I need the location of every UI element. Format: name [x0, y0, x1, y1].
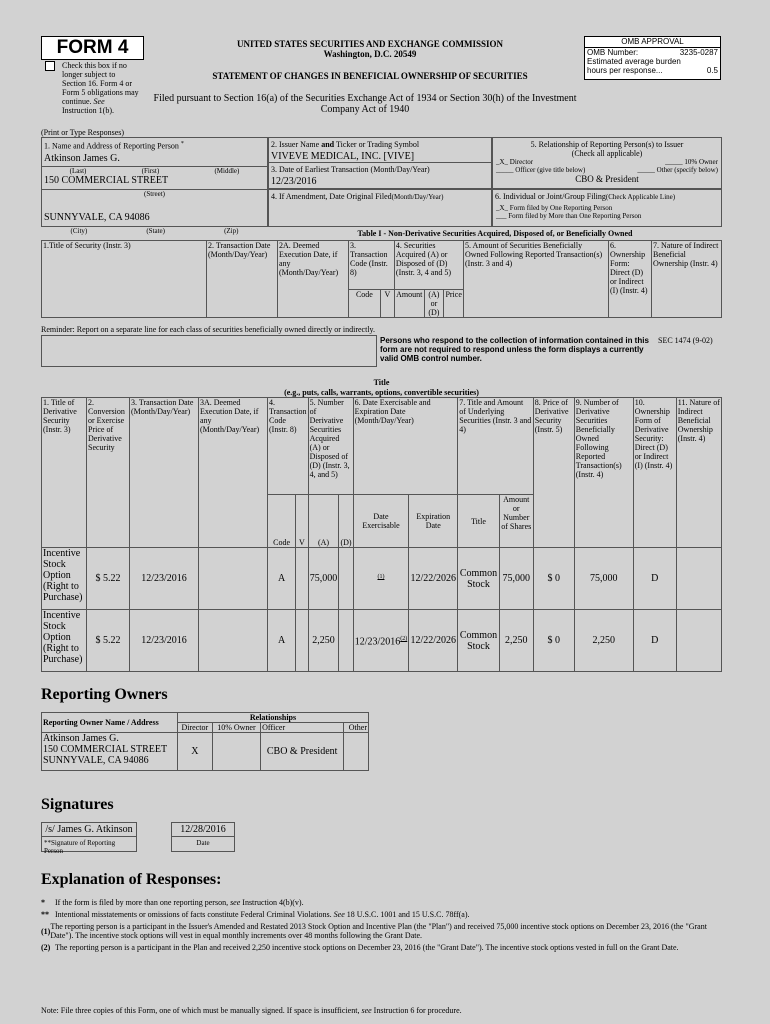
t2-r1-deriv-price: $ 0: [533, 548, 574, 610]
city-state-zip-row: [41, 227, 268, 235]
note-2: [41, 943, 721, 952]
note-2-mark: (2): [41, 943, 51, 952]
footer-note-see: see: [361, 1006, 372, 1015]
issuer-label-a: 2. Issuer Name: [271, 140, 320, 149]
t2-r1-v: [296, 548, 308, 610]
form-label-box: [41, 36, 144, 60]
table1-title: Table I - Non-Derivative Securities Acquired, Disposed of, or Beneficially Owned: [357, 229, 633, 238]
t2-r1-expiration: 12/22/2026: [409, 548, 458, 610]
persons-notice: Persons who respond to the collection of information contained in this form are not required to respond unless the form displays a currently valid OMB control number.: [380, 336, 649, 363]
director-check: _X_ Director: [496, 158, 534, 166]
omb-number-row: [585, 48, 720, 57]
t2-r1-owned: 75,000: [574, 548, 633, 610]
owners-addr2: SUNNYVALE, CA 94086: [43, 755, 149, 766]
sec-code: SEC 1474 (9-02): [658, 336, 713, 345]
reporting-star: *: [180, 141, 184, 147]
t2-r1-price: $ 5.22: [87, 548, 130, 610]
n2-see: See: [333, 910, 345, 919]
signatures-heading: Signatures: [41, 796, 114, 813]
middle-label: (Middle): [214, 166, 240, 175]
owners-header-row: [42, 713, 369, 723]
note-1: [41, 922, 721, 940]
t2-h8: 8. Price of Derivative Security (Instr. 5): [533, 398, 574, 548]
joint-label-sub: (Check Applicable Line): [605, 193, 676, 201]
t2-r2-a: 2,250: [308, 610, 339, 672]
issuer-label-row: [269, 138, 491, 151]
officer-check: _____ Officer (give title below): [496, 166, 586, 174]
no-longer-subject-checkbox[interactable]: [45, 61, 55, 71]
t2-title: Title: [458, 495, 500, 548]
note-dstar: [41, 910, 721, 919]
relationship-label: 5. Relationship of Reporting Person(s) to Issuer: [530, 140, 684, 149]
table2: [41, 397, 722, 672]
issuer-box: [268, 137, 492, 189]
t2-h11: 11. Nature of Indirect Beneficial Ownership (Instr. 4): [676, 398, 721, 548]
signature-value: /s/ James G. Atkinson: [42, 823, 136, 837]
t2-r2-exercisable: [353, 610, 409, 672]
t2-r1-date: 12/23/2016: [130, 548, 199, 610]
t2-h6: 6. Date Exercisable and Expiration Date (Month/Day/Year): [353, 398, 458, 495]
signature-box: [41, 822, 137, 855]
table2-header-row: [42, 398, 722, 495]
t2-r1-d: [339, 548, 353, 610]
check-see: See: [93, 97, 105, 106]
t2-r1-exercisable: [353, 548, 409, 610]
owners-dir-val: X: [178, 733, 213, 771]
state-label: (State): [146, 227, 165, 235]
reporting-label: 1. Name and Address of Reporting Person: [44, 141, 179, 151]
note-1-text: The reporting person is a participant in the Issuer's Amended and Restated 2013 Stock Option and Incentive Plan (the "Plan") and received 75,000 incentive stock options on December 23, 2016 (the "Grant Date"). The incentive stock options will vest in equal monthly increments over 48 months following the Grant Date.: [50, 922, 707, 940]
t2-r2-under-amt: 2,250: [499, 610, 533, 672]
t1-col5: 5. Amount of Securities Beneficially Owned Following Reported Transaction(s) (Instr. 3 and 4): [464, 241, 609, 318]
t2-r2-nature: [676, 610, 721, 672]
joint-filing-box: [492, 189, 722, 227]
amend-label-row: [269, 190, 491, 204]
table2-row-1: [42, 548, 722, 610]
omb-number: 3235-0287: [679, 48, 718, 57]
n1-text: If the form is filed by more than one reporting person,: [55, 898, 229, 907]
explanation-notes: [41, 898, 721, 955]
last-label: (Last): [69, 166, 87, 175]
owners-other: Other: [344, 723, 369, 733]
t2-h5: 5. Number of Derivative Securities Acquired (A) or Disposed of (D) (Instr. 3, 4, and 5): [308, 398, 353, 495]
explanation-heading: Explanation of Responses:: [41, 871, 222, 888]
t1-v: V: [380, 290, 394, 318]
t1-price: Price: [444, 290, 464, 318]
t2-h7: 7. Title and Amount of Underlying Securities (Instr. 3 and 4): [458, 398, 534, 495]
owners-name: Atkinson James G.: [43, 733, 119, 744]
note-dstar-mark: **: [41, 910, 49, 919]
t2-r1-nature: [676, 548, 721, 610]
n2-text: Intentional misstatements or omissions of facts constitute Federal Criminal Violations.: [55, 910, 332, 919]
table2-row-2: [42, 610, 722, 672]
t2-r2-code: A: [268, 610, 296, 672]
t1-col3: 3. Transaction Code (Instr. 8): [349, 241, 395, 290]
t1-code: Code: [349, 290, 381, 318]
t2-r2-price: $ 5.22: [87, 610, 130, 672]
t2-r2-exercisable-date: 12/23/2016: [354, 636, 401, 648]
earliest-date: 12/23/2016: [271, 176, 317, 187]
t2-r2-owned: 2,250: [574, 610, 633, 672]
amendment-box: [268, 189, 492, 227]
signature-date-label: Date: [196, 839, 210, 847]
reminder-blank: [41, 335, 377, 367]
city-label: (City): [70, 227, 88, 235]
signature-label: **Signature of Reporting Person: [44, 839, 116, 855]
amend-label: 4. If Amendment, Date Original Filed: [271, 192, 392, 201]
owners-col-name: Reporting Owner Name / Address: [42, 713, 178, 733]
owners-other-val: [344, 733, 369, 771]
note-star-text: [55, 898, 304, 907]
owners-officer-val: CBO & President: [261, 733, 344, 771]
t2-r2-deemed: [199, 610, 268, 672]
table2-title: Title: [373, 378, 390, 387]
t1-col6: 6. Ownership Form: Direct (D) or Indirect (I) (Instr. 4): [609, 241, 652, 318]
issuer-label-and: and: [321, 140, 335, 149]
t2-v: V: [296, 495, 308, 548]
t2-r1-form: D: [633, 548, 676, 610]
footer-note: [41, 1006, 721, 1015]
earliest-date-label: 3. Date of Earliest Transaction (Month/Day/Year): [269, 162, 491, 176]
note-star: [41, 898, 721, 907]
relationship-title: CBO & President: [575, 174, 639, 184]
agency-title: UNITED STATES SECURITIES AND EXCHANGE COMMISSION: [237, 39, 503, 49]
t2-r1-code: A: [268, 548, 296, 610]
t2-h3a: 3A. Deemed Execution Date, if any (Month/Day/Year): [199, 398, 268, 548]
signature-date-box: [171, 822, 235, 852]
filed-pursuant: Filed pursuant to Section 16(a) of the Securities Exchange Act of 1934 or Section 30(h) of the Investment Company Act of 1940: [153, 93, 577, 115]
t2-exp: Expiration Date: [409, 495, 458, 548]
table2-subtitle: (e.g., puts, calls, warrants, options, convertible securities): [284, 388, 479, 397]
statement-title: STATEMENT OF CHANGES IN BENEFICIAL OWNERSHIP OF SECURITIES: [212, 71, 528, 81]
owners-col-rel: Relationships: [178, 713, 369, 723]
t2-r2-expiration: 12/22/2026: [409, 610, 458, 672]
joint-label-row: [493, 190, 721, 204]
note-star-mark: *: [41, 898, 45, 907]
table1-header-row: [42, 241, 722, 290]
check-box-text: [62, 61, 140, 115]
owner-check: _____ 10% Owner: [665, 158, 718, 166]
t1-col2: 2. Transaction Date (Month/Day/Year): [207, 241, 278, 318]
t2-r2-v: [296, 610, 308, 672]
t2-r2-deriv-price: $ 0: [533, 610, 574, 672]
t2-h3: 3. Transaction Date (Month/Day/Year): [130, 398, 199, 548]
relationship-box: [492, 137, 722, 189]
t2-r1-under-amt: 75,000: [499, 548, 533, 610]
footer-note-rest: Instruction 6 for procedure.: [373, 1006, 462, 1015]
agency-city: Washington, D.C. 20549: [323, 49, 417, 59]
omb-hours: 0.5: [706, 66, 718, 75]
t2-h9: 9. Number of Derivative Securities Beneficially Owned Following Reported Transaction(s) (Instr. 4): [574, 398, 633, 548]
joint-one: _X_ Form filed by One Reporting Person: [496, 204, 613, 212]
reminder: Reminder: Report on a separate line for each class of securities beneficially owned directly or indirectly.: [41, 325, 376, 334]
reporting-street: 150 COMMERCIAL STREET: [44, 174, 169, 186]
t1-amount: Amount: [394, 290, 424, 318]
other-check: _____ Other (specify below): [637, 166, 718, 174]
check-instr: Instruction 1(b).: [62, 106, 114, 115]
zip-label: (Zip): [224, 227, 239, 235]
amend-sub: (Month/Day/Year): [391, 193, 444, 201]
t2-r2-title: Incentive Stock Option (Right to Purchase): [42, 610, 87, 672]
table1: [41, 240, 722, 318]
omb-hours-label: hours per response...: [587, 66, 663, 75]
first-label: (First): [141, 166, 160, 175]
n2-rest: 18 U.S.C. 1001 and 15 U.S.C. 78ff(a).: [346, 910, 470, 919]
n1-instr: Instruction 4(b)(v).: [242, 898, 304, 907]
t2-code: Code: [268, 495, 296, 548]
t2-h10: 10. Ownership Form of Derivative Security: Direct (D) or Indirect (I) (Instr. 4): [633, 398, 676, 548]
t2-r2-under-title: Common Stock: [458, 610, 500, 672]
owners-addr1: 150 COMMERCIAL STREET: [43, 744, 168, 755]
owners-name-cell: [42, 733, 178, 771]
check-text: Check this box if no longer subject to Section 16. Form 4 or Form 5 obligations may continue.: [62, 61, 139, 106]
t2-r2-date: 12/23/2016: [130, 610, 199, 672]
omb-burden: Estimated average burden: [587, 57, 681, 66]
t2-d: (D): [339, 495, 353, 548]
t2-r2-form: D: [633, 610, 676, 672]
form-label: FORM 4: [56, 37, 129, 58]
t2-h4: 4. Transaction Code (Instr. 8): [268, 398, 309, 495]
reporting-name: Atkinson James G.: [44, 152, 120, 164]
t2-r1-deemed: [199, 548, 268, 610]
name-parts-row: [42, 166, 267, 175]
t1-col7: 7. Nature of Indirect Beneficial Ownership (Instr. 4): [652, 241, 722, 318]
note-2-text: The reporting person is a participant in the Plan and received 2,250 incentive stock options on December 23, 2016 (the "Grant Date"). The incentive stock options vested in full on the Grant Date.: [55, 943, 679, 952]
print-type: (Print or Type Responses): [41, 128, 125, 137]
t2-h2: 2. Conversion or Exercise Price of Derivative Security: [87, 398, 130, 548]
joint-label: 6. Individual or Joint/Group Filing: [495, 192, 606, 201]
t2-r1-a: 75,000: [308, 548, 339, 610]
omb-hours-row: [585, 66, 720, 75]
t1-aord: (A) or (D): [424, 290, 444, 318]
t1-col2a: 2A. Deemed Execution Date, if any (Month/Day/Year): [278, 241, 349, 318]
note-dstar-text: [55, 910, 470, 919]
issuer-label-b: Ticker or Trading Symbol: [335, 140, 420, 149]
n1-see: see: [230, 898, 241, 907]
reporting-owners-table: [41, 712, 369, 771]
t2-r1-note-link[interactable]: (1): [377, 573, 385, 580]
reporting-box: [41, 137, 268, 227]
omb-number-label: OMB Number:: [587, 48, 639, 57]
issuer-name: VIVEVE MEDICAL, INC. [VIVE]: [271, 151, 415, 162]
t2-a: (A): [308, 495, 339, 548]
t2-r2-d: [339, 610, 353, 672]
signature-date: 12/28/2016: [172, 823, 234, 837]
owners-data-row: [42, 733, 369, 771]
rel-row1: [493, 158, 721, 166]
owners-10pct-val: [212, 733, 260, 771]
street-label: (Street): [42, 189, 267, 198]
t1-col1: 1.Title of Security (Instr. 3): [42, 241, 207, 318]
omb-title: OMB APPROVAL: [585, 37, 720, 48]
t2-date-ex: Date Exercisable: [353, 495, 409, 548]
rel-row2: [493, 166, 721, 174]
t2-r1-title: Incentive Stock Option (Right to Purchase): [42, 548, 87, 610]
t2-r2-note-link[interactable]: (2): [400, 635, 408, 642]
t2-h1: 1. Title of Derivative Security (Instr. 3): [42, 398, 87, 548]
reporting-label-row: [42, 138, 267, 153]
owners-director: Director: [178, 723, 213, 733]
footer-note-text: Note: File three copies of this Form, one of which must be manually signed. If space is insufficient,: [41, 1006, 360, 1015]
t2-amount-shares: Amount or Number of Shares: [499, 495, 533, 548]
note-1-mark: (1): [41, 926, 51, 936]
owners-officer: Officer: [261, 723, 344, 733]
omb-approval-box: [584, 36, 721, 80]
owners-10pct: 10% Owner: [212, 723, 260, 733]
t2-r1-under-title: Common Stock: [458, 548, 500, 610]
relationship-sub: (Check all applicable): [571, 149, 643, 158]
t1-col4: 4. Securities Acquired (A) or Disposed of (D) (Instr. 3, 4 and 5): [394, 241, 463, 290]
reporting-citystate: SUNNYVALE, CA 94086: [44, 211, 150, 223]
reporting-owners-heading: Reporting Owners: [41, 686, 168, 703]
joint-more: ___ Form filed by More than One Reporting Person: [496, 212, 642, 220]
